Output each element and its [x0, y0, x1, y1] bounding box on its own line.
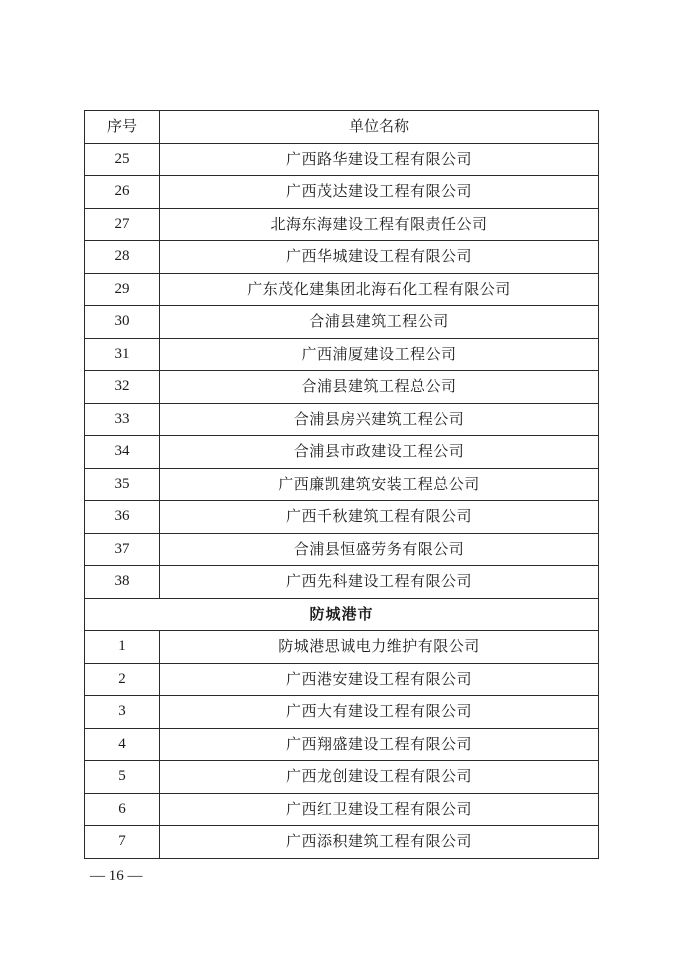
- company-name: 广西茂达建设工程有限公司: [160, 176, 599, 209]
- row-number: 36: [85, 501, 160, 534]
- row-number: 27: [85, 208, 160, 241]
- table-row: [85, 436, 599, 469]
- row-number: 7: [85, 826, 160, 859]
- table-row: [85, 241, 599, 274]
- table-row: [85, 208, 599, 241]
- row-number: 5: [85, 761, 160, 794]
- table-row: [85, 338, 599, 371]
- row-number: 6: [85, 793, 160, 826]
- company-name: 北海东海建设工程有限责任公司: [160, 208, 599, 241]
- table-row: [85, 533, 599, 566]
- company-name: 广西龙创建设工程有限公司: [160, 761, 599, 794]
- company-name: 广西华城建设工程有限公司: [160, 241, 599, 274]
- table-header-row: [85, 111, 599, 144]
- table-row: [85, 566, 599, 599]
- rows-first-section: [85, 143, 599, 598]
- table-row: [85, 371, 599, 404]
- row-number: 37: [85, 533, 160, 566]
- company-name: 合浦县房兴建筑工程公司: [160, 403, 599, 436]
- table-row: [85, 468, 599, 501]
- row-number: 29: [85, 273, 160, 306]
- company-name: 广西翔盛建设工程有限公司: [160, 728, 599, 761]
- row-number: 31: [85, 338, 160, 371]
- company-roster-table: [84, 110, 599, 859]
- row-number: 2: [85, 663, 160, 696]
- table-row: [85, 826, 599, 859]
- row-number: 4: [85, 728, 160, 761]
- section-title: 防城港市: [85, 598, 599, 631]
- header-name: 单位名称: [160, 111, 599, 144]
- company-name: 广西先科建设工程有限公司: [160, 566, 599, 599]
- table-row: [85, 761, 599, 794]
- row-number: 34: [85, 436, 160, 469]
- row-number: 26: [85, 176, 160, 209]
- company-name: 合浦县建筑工程总公司: [160, 371, 599, 404]
- row-number: 3: [85, 696, 160, 729]
- company-name: 广西千秋建筑工程有限公司: [160, 501, 599, 534]
- table-row: [85, 663, 599, 696]
- company-name: 广西添积建筑工程有限公司: [160, 826, 599, 859]
- row-number: 35: [85, 468, 160, 501]
- row-number: 33: [85, 403, 160, 436]
- section-header-group: [85, 598, 599, 631]
- company-name: 广西港安建设工程有限公司: [160, 663, 599, 696]
- rows-second-section: [85, 631, 599, 859]
- table-row: [85, 696, 599, 729]
- table-row: [85, 273, 599, 306]
- table-row: [85, 793, 599, 826]
- company-name: 广西红卫建设工程有限公司: [160, 793, 599, 826]
- company-name: 广西大有建设工程有限公司: [160, 696, 599, 729]
- row-number: 1: [85, 631, 160, 664]
- table-row: [85, 176, 599, 209]
- company-name: 广西路华建设工程有限公司: [160, 143, 599, 176]
- row-number: 32: [85, 371, 160, 404]
- company-name: 合浦县建筑工程公司: [160, 306, 599, 339]
- table-row: [85, 501, 599, 534]
- company-name: 合浦县恒盛劳务有限公司: [160, 533, 599, 566]
- header-number: 序号: [85, 111, 160, 144]
- row-number: 25: [85, 143, 160, 176]
- row-number: 38: [85, 566, 160, 599]
- company-name: 合浦县市政建设工程公司: [160, 436, 599, 469]
- table-row: [85, 631, 599, 664]
- section-row: [85, 598, 599, 631]
- company-name: 广西浦厦建设工程公司: [160, 338, 599, 371]
- table-row: [85, 306, 599, 339]
- table-row: [85, 728, 599, 761]
- table-row: [85, 143, 599, 176]
- row-number: 30: [85, 306, 160, 339]
- table-row: [85, 403, 599, 436]
- company-name: 防城港思诚电力维护有限公司: [160, 631, 599, 664]
- page-number: — 16 —: [90, 868, 143, 884]
- company-name: 广东茂化建集团北海石化工程有限公司: [160, 273, 599, 306]
- row-number: 28: [85, 241, 160, 274]
- company-name: 广西廉凯建筑安装工程总公司: [160, 468, 599, 501]
